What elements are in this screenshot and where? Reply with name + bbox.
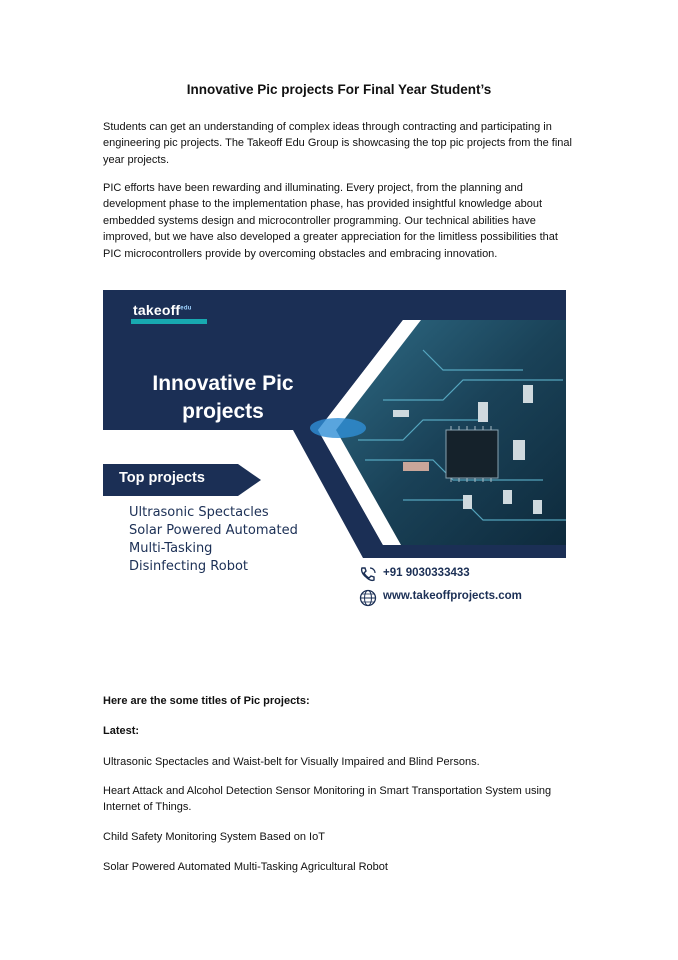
- page-title: Innovative Pic projects For Final Year Student’s: [186, 82, 492, 97]
- pic-efforts-paragraph: PIC efforts have been rewarding and illuminating. Every project, from the planning and development phase to the implementation phase, has provided insightful knowledge about embedded systems design and microcontroller programming. Our technical abilities have improved, but we have also developed a greater appreciation for the limitless possibilities that PIC microcontrollers provide by overcoming obstacles and embracing innovation.: [103, 182, 558, 260]
- titles-heading: Here are the some titles of Pic projects:: [103, 695, 310, 707]
- top-projects-label: Top projects: [119, 470, 205, 486]
- project-title-item: Heart Attack and Alcohol Detection Sensor Monitoring in Smart Transportation System using Internet of Things.: [103, 785, 552, 813]
- globe-icon: [359, 589, 377, 607]
- project-title-item: Child Safety Monitoring System Based on IoT: [103, 831, 325, 843]
- phone-icon: [359, 566, 377, 582]
- banner-title: Innovative Pic projects: [152, 372, 294, 423]
- list-item: Multi-Tasking: [129, 541, 213, 556]
- list-item: Solar Powered Automated: [129, 523, 298, 538]
- contact-website: www.takeoffprojects.com: [359, 588, 566, 608]
- project-title-item: Ultrasonic Spectacles and Waist-belt for Visually Impaired and Blind Persons.: [103, 756, 480, 768]
- project-title-item: Solar Powered Automated Multi-Tasking Agricultural Robot: [103, 861, 388, 873]
- list-item: Ultrasonic Spectacles: [129, 505, 269, 520]
- contact-phone: +91 9030333433: [359, 565, 566, 585]
- latest-label: Latest:: [103, 725, 140, 737]
- takeoff-logo: takeoff$^{edu}$: [129, 302, 215, 326]
- promo-banner: [103, 290, 566, 614]
- list-item: Disinfecting Robot: [129, 559, 249, 574]
- banner-project-list: [129, 504, 369, 576]
- intro-paragraph: Students can get an understanding of complex ideas through contracting and participating in engineering pic projects. The Takeoff Edu Group is showcasing the top pic projects from the final year projects.: [103, 121, 572, 166]
